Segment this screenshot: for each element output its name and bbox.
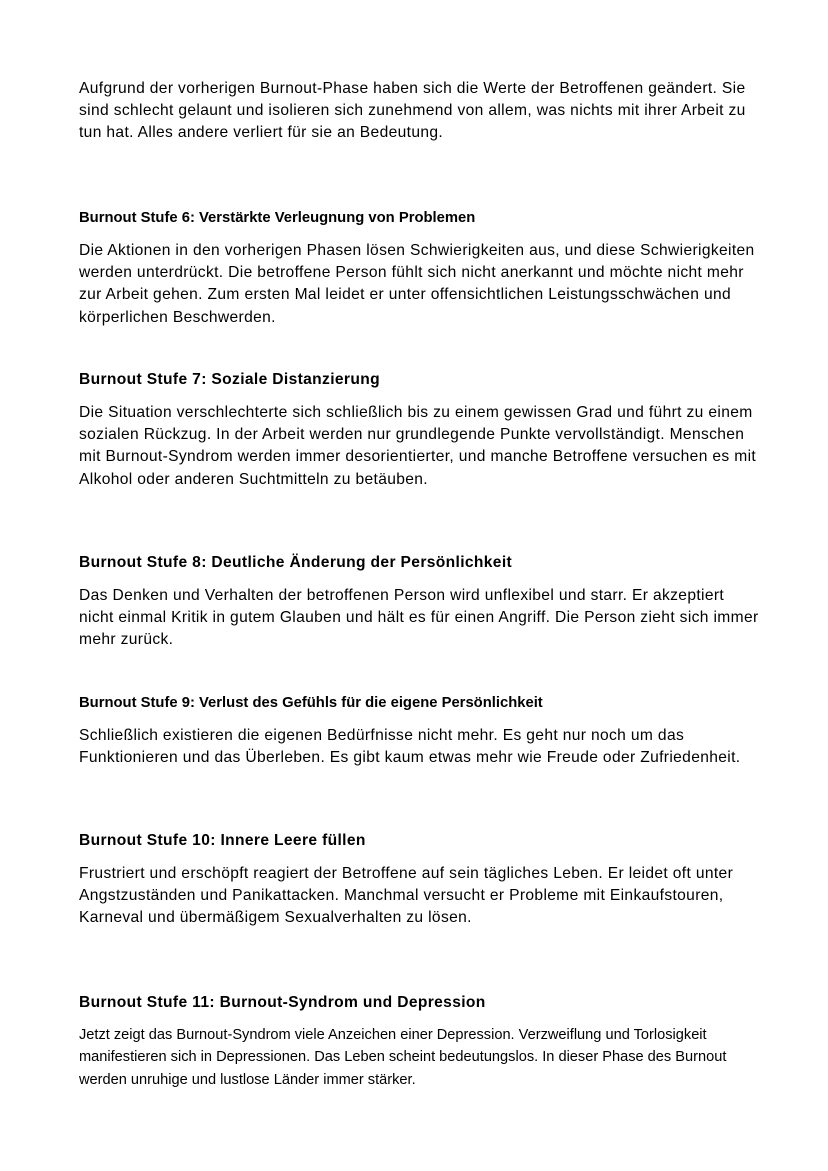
section-paragraph: Jetzt zeigt das Burnout-Syndrom viele Anzeichen einer Depression. Verzweiflung und Torlosigkeit manifestieren sich in Depressionen. Das Leben scheint bedeutungslos. In dieser Phase des Burnout werden unruhige und lustlose Länder immer stärker. (79, 1027, 727, 1088)
section-paragraph: Das Denken und Verhalten der betroffenen Person wird unflexibel und starr. Er akzeptiert nicht einmal Kritik in gutem Glauben und hält es für einen Angriff. Die Person zieht sich immer mehr zurück. (79, 587, 759, 649)
intro-section (79, 78, 759, 145)
section-stage-6 (79, 208, 759, 329)
intro-paragraph: Aufgrund der vorherigen Burnout-Phase haben sich die Werte der Betroffenen geändert. Sie sind schlecht gelaunt und isolieren sich zunehmend von allem, was nichts mit ihrer Arbeit zu tun hat. Alles andere verliert für sie an Bedeutung. (79, 80, 746, 142)
section-paragraph: Frustriert und erschöpft reagiert der Betroffene auf sein tägliches Leben. Er leidet oft unter Angstzuständen und Panikattacken. Manchmal versucht er Probleme mit Einkaufstouren, Karneval und übermäßigem Sexualverhalten zu lösen. (79, 865, 734, 927)
section-heading: Burnout Stufe 11: Burnout-Syndrom und Depression (79, 994, 486, 1011)
section-heading: Burnout Stufe 9: Verlust des Gefühls für die eigene Persönlichkeit (79, 695, 543, 711)
section-heading: Burnout Stufe 6: Verstärkte Verleugnung von Problemen (79, 210, 476, 226)
section-heading: Burnout Stufe 7: Soziale Distanzierung (79, 371, 380, 388)
section-stage-10 (79, 831, 759, 930)
section-heading: Burnout Stufe 10: Innere Leere füllen (79, 832, 366, 849)
section-stage-7 (79, 370, 759, 491)
section-stage-8 (79, 553, 759, 652)
section-paragraph: Die Aktionen in den vorherigen Phasen lösen Schwierigkeiten aus, und diese Schwierigkeiten werden unterdrückt. Die betroffene Person fühlt sich nicht anerkannt und möchte nicht mehr zur Arbeit gehen. Zum ersten Mal leidet er unter offensichtlichen Leistungsschwächen und körperlichen Beschwerden. (79, 242, 755, 326)
section-paragraph: Die Situation verschlechterte sich schließlich bis zu einem gewissen Grad und führt zu einem sozialen Rückzug. In der Arbeit werden nur grundlegende Punkte vervollständigt. Menschen mit Burnout-Syndrom werden immer desorientierter, und manche Betroffene versuchen es mit Alkohol oder anderen Suchtmitteln zu betäuben. (79, 404, 757, 488)
section-heading: Burnout Stufe 8: Deutliche Änderung der Persönlichkeit (79, 554, 513, 571)
section-stage-11 (79, 993, 759, 1091)
section-stage-9 (79, 693, 759, 769)
section-paragraph: Schließlich existieren die eigenen Bedürfnisse nicht mehr. Es geht nur noch um das Funktionieren und das Überleben. Es gibt kaum etwas mehr wie Freude oder Zufriedenheit. (79, 727, 741, 767)
